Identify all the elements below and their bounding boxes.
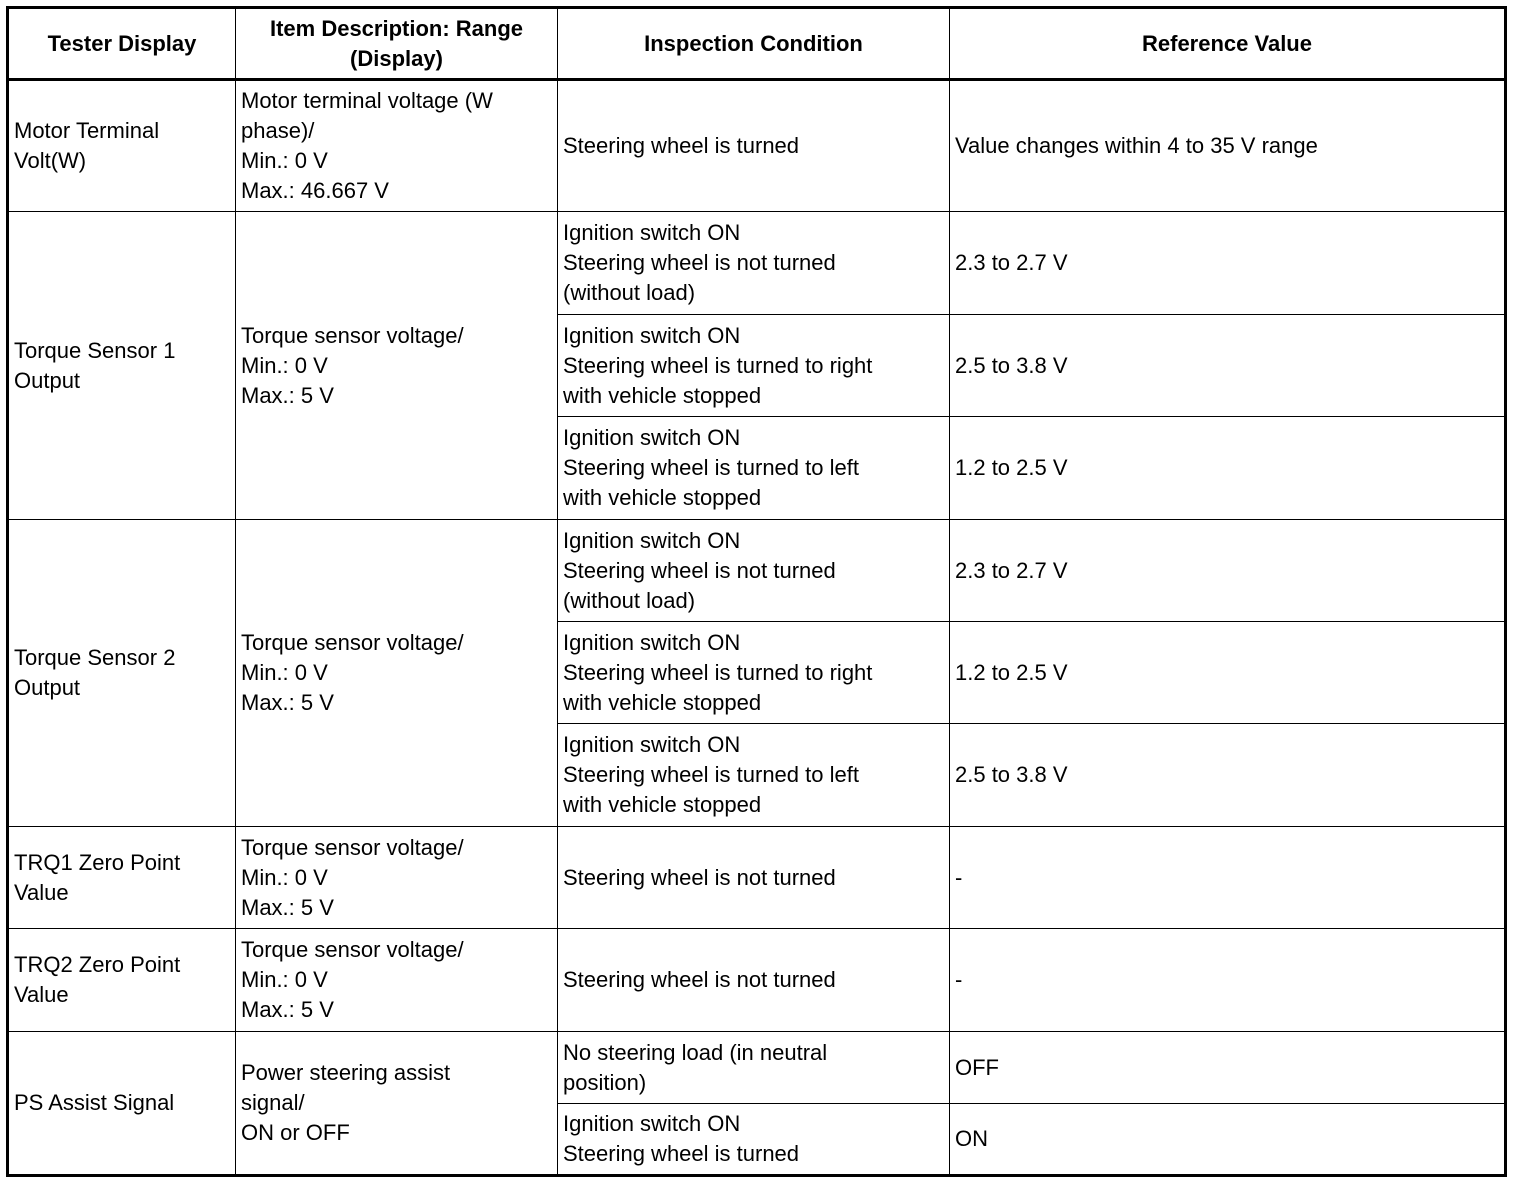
table-row <box>8 1032 1506 1104</box>
inspection-condition-cell: Steering wheel is not turned <box>558 827 950 929</box>
inspection-condition-cell: Steering wheel is turned <box>558 80 950 212</box>
table-row <box>8 520 1506 622</box>
item-description-cell: Torque sensor voltage/ Min.: 0 V Max.: 5 V <box>236 827 558 929</box>
inspection-condition-cell: Steering wheel is not turned <box>558 929 950 1032</box>
inspection-condition-cell: Ignition switch ON Steering wheel is turned to left with vehicle stopped <box>558 417 950 520</box>
reference-value-cell: 1.2 to 2.5 V <box>950 622 1506 724</box>
inspection-condition-cell: Ignition switch ON Steering wheel is turned to left with vehicle stopped <box>558 724 950 827</box>
header-row <box>8 8 1506 80</box>
reference-value-cell: 1.2 to 2.5 V <box>950 417 1506 520</box>
table-row <box>8 212 1506 315</box>
header-tester-display: Tester Display <box>8 8 236 80</box>
reference-value-cell: 2.3 to 2.7 V <box>950 520 1506 622</box>
reference-value-cell: - <box>950 929 1506 1032</box>
table-row <box>8 827 1506 929</box>
reference-value-cell: - <box>950 827 1506 929</box>
table-row <box>8 929 1506 1032</box>
tester-display-cell: Torque Sensor 1 Output <box>8 212 236 520</box>
reference-value-cell: 2.3 to 2.7 V <box>950 212 1506 315</box>
item-description-cell: Torque sensor voltage/ Min.: 0 V Max.: 5 V <box>236 520 558 827</box>
header-inspection-condition: Inspection Condition <box>558 8 950 80</box>
table-row <box>8 80 1506 212</box>
reference-value-cell: 2.5 to 3.8 V <box>950 315 1506 417</box>
data-monitor-table <box>6 6 1507 1177</box>
inspection-condition-cell: Ignition switch ON Steering wheel is not turned (without load) <box>558 212 950 315</box>
inspection-condition-cell: Ignition switch ON Steering wheel is turned to right with vehicle stopped <box>558 315 950 417</box>
inspection-condition-cell: Ignition switch ON Steering wheel is turned <box>558 1104 950 1176</box>
inspection-condition-cell: No steering load (in neutral position) <box>558 1032 950 1104</box>
tester-display-cell: Motor Terminal Volt(W) <box>8 80 236 212</box>
reference-value-cell: 2.5 to 3.8 V <box>950 724 1506 827</box>
item-description-cell: Torque sensor voltage/ Min.: 0 V Max.: 5 V <box>236 212 558 520</box>
tester-display-cell: PS Assist Signal <box>8 1032 236 1176</box>
reference-value-cell: OFF <box>950 1032 1506 1104</box>
item-description-cell: Torque sensor voltage/ Min.: 0 V Max.: 5 V <box>236 929 558 1032</box>
reference-value-cell: ON <box>950 1104 1506 1176</box>
inspection-condition-cell: Ignition switch ON Steering wheel is not turned (without load) <box>558 520 950 622</box>
header-item-description: Item Description: Range (Display) <box>236 8 558 80</box>
reference-value-cell: Value changes within 4 to 35 V range <box>950 80 1506 212</box>
header-reference-value: Reference Value <box>950 8 1506 80</box>
tester-display-cell: Torque Sensor 2 Output <box>8 520 236 827</box>
tester-display-cell: TRQ1 Zero Point Value <box>8 827 236 929</box>
inspection-condition-cell: Ignition switch ON Steering wheel is turned to right with vehicle stopped <box>558 622 950 724</box>
tester-display-cell: TRQ2 Zero Point Value <box>8 929 236 1032</box>
item-description-cell: Power steering assist signal/ ON or OFF <box>236 1032 558 1176</box>
item-description-cell: Motor terminal voltage (W phase)/ Min.: 0 V Max.: 46.667 V <box>236 80 558 212</box>
